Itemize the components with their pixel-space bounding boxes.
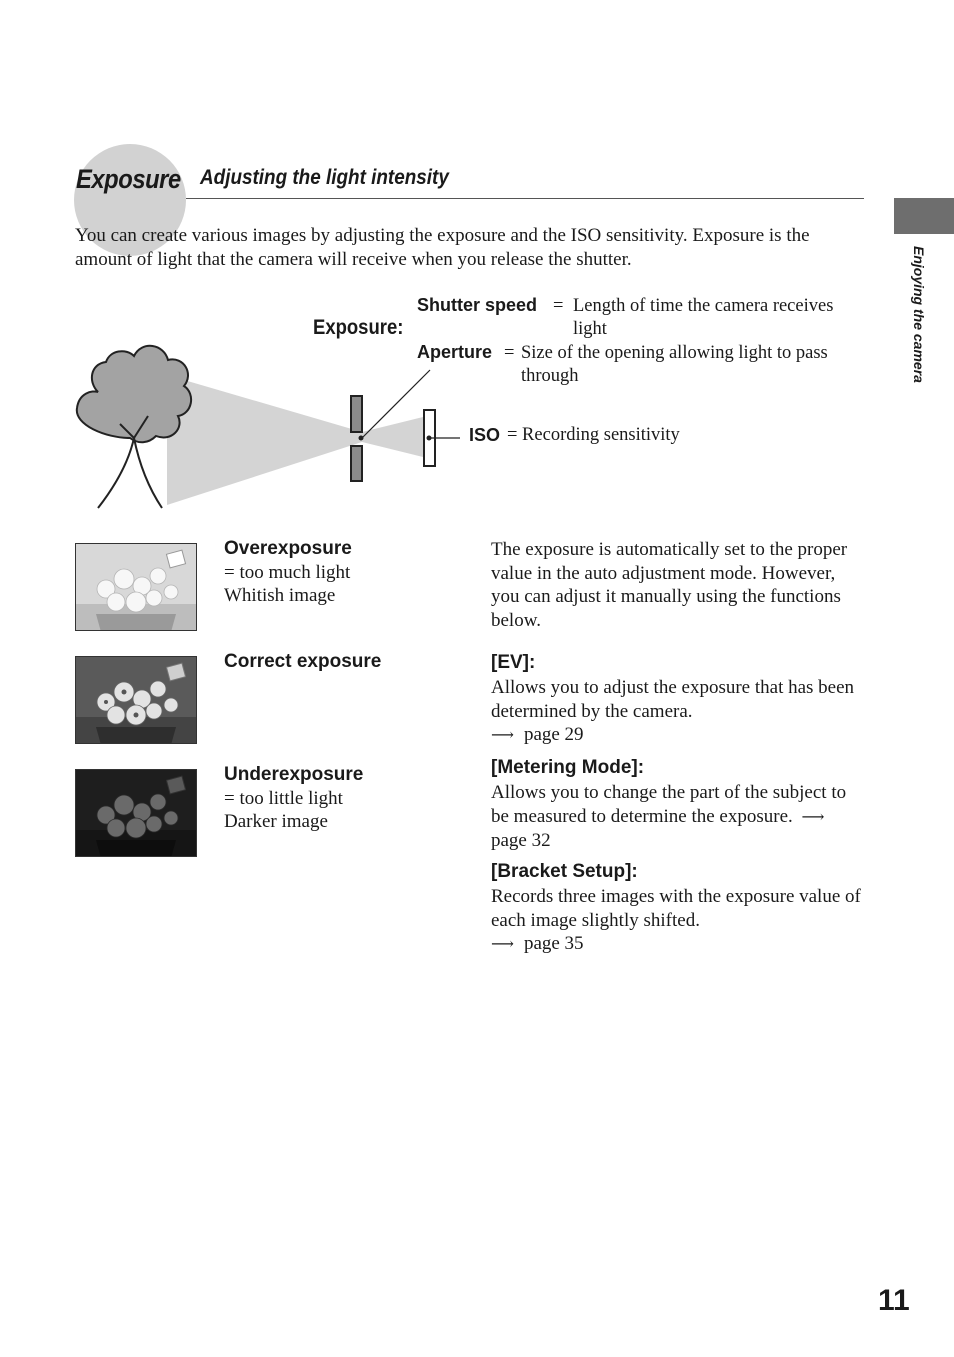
- bracket-setup-heading: [Bracket Setup]:: [491, 861, 638, 882]
- ev-description: Allows you to adjust the exposure that has been determined by the camera.: [491, 677, 855, 722]
- ev-page-ref: [491, 723, 861, 748]
- iso-description: = Recording sensitivity: [507, 425, 680, 445]
- underexposure-photo: [75, 769, 197, 857]
- overexposure-photo: [75, 543, 197, 631]
- shutter-speed-description: Length of time the camera receives light: [573, 296, 834, 339]
- intro-paragraph: You can create various images by adjusting the exposure and the ISO sensitivity. Exposure is the amount of light that the camera will receive when you release the shutter.: [75, 225, 810, 270]
- page-title: Exposure: [76, 164, 181, 194]
- metering-mode-heading: [Metering Mode]:: [491, 757, 645, 778]
- correct-exposure-heading: Correct exposure: [224, 651, 382, 672]
- arrow-right-icon: ⟶: [491, 727, 514, 744]
- bracket-setup-page-ref: [491, 932, 861, 957]
- page-number: 11: [878, 1284, 910, 1317]
- exposure-label: Exposure:: [313, 316, 404, 339]
- correct-exposure-photo: [75, 656, 197, 744]
- metering-mode-body: Allows you to change the part of the subject to be measured to determine the exposure.: [491, 782, 847, 827]
- underexposure-line1: = too little light: [224, 788, 343, 809]
- aperture-equals: =: [504, 343, 515, 363]
- light-cone-shape: [167, 375, 362, 505]
- shutter-speed-equals: =: [553, 296, 564, 316]
- page-subtitle: Adjusting the light intensity: [200, 166, 449, 189]
- bracket-setup-page-link: page 35: [523, 933, 584, 954]
- arrow-right-icon: ⟶: [801, 808, 825, 826]
- ev-page-link: page 29: [523, 724, 584, 745]
- metering-mode-description: [491, 781, 861, 853]
- arrow-right-icon: ⟶: [491, 936, 514, 953]
- section-tab-marker: [894, 198, 954, 234]
- aperture-blade-top: [351, 396, 362, 432]
- underexposure-heading: Underexposure: [224, 764, 364, 785]
- overexposure-line1: = too much light: [224, 562, 351, 583]
- ev-heading: [EV]:: [491, 652, 536, 673]
- light-beam-shape: [362, 416, 427, 458]
- bracket-setup-description: Records three images with the exposure value of each image slightly shifted.: [491, 886, 861, 931]
- section-tab-label: Enjoying the camera: [911, 246, 927, 383]
- overexposure-heading: Overexposure: [224, 538, 352, 559]
- aperture-description: Size of the opening allowing light to pass through: [521, 343, 828, 386]
- shutter-speed-term: Shutter speed: [417, 295, 538, 315]
- overexposure-line2: Whitish image: [224, 585, 336, 606]
- aperture-term: Aperture: [417, 342, 493, 362]
- title-rule: [186, 198, 864, 199]
- auto-exposure-paragraph: The exposure is automatically set to the proper value in the auto adjustment mode. However, you can adjust it manually using the functions below.: [491, 539, 848, 631]
- metering-mode-page-link: page 32: [491, 830, 551, 851]
- iso-term: ISO: [469, 425, 501, 445]
- aperture-blade-bottom: [351, 446, 362, 481]
- underexposure-line2: Darker image: [224, 811, 328, 832]
